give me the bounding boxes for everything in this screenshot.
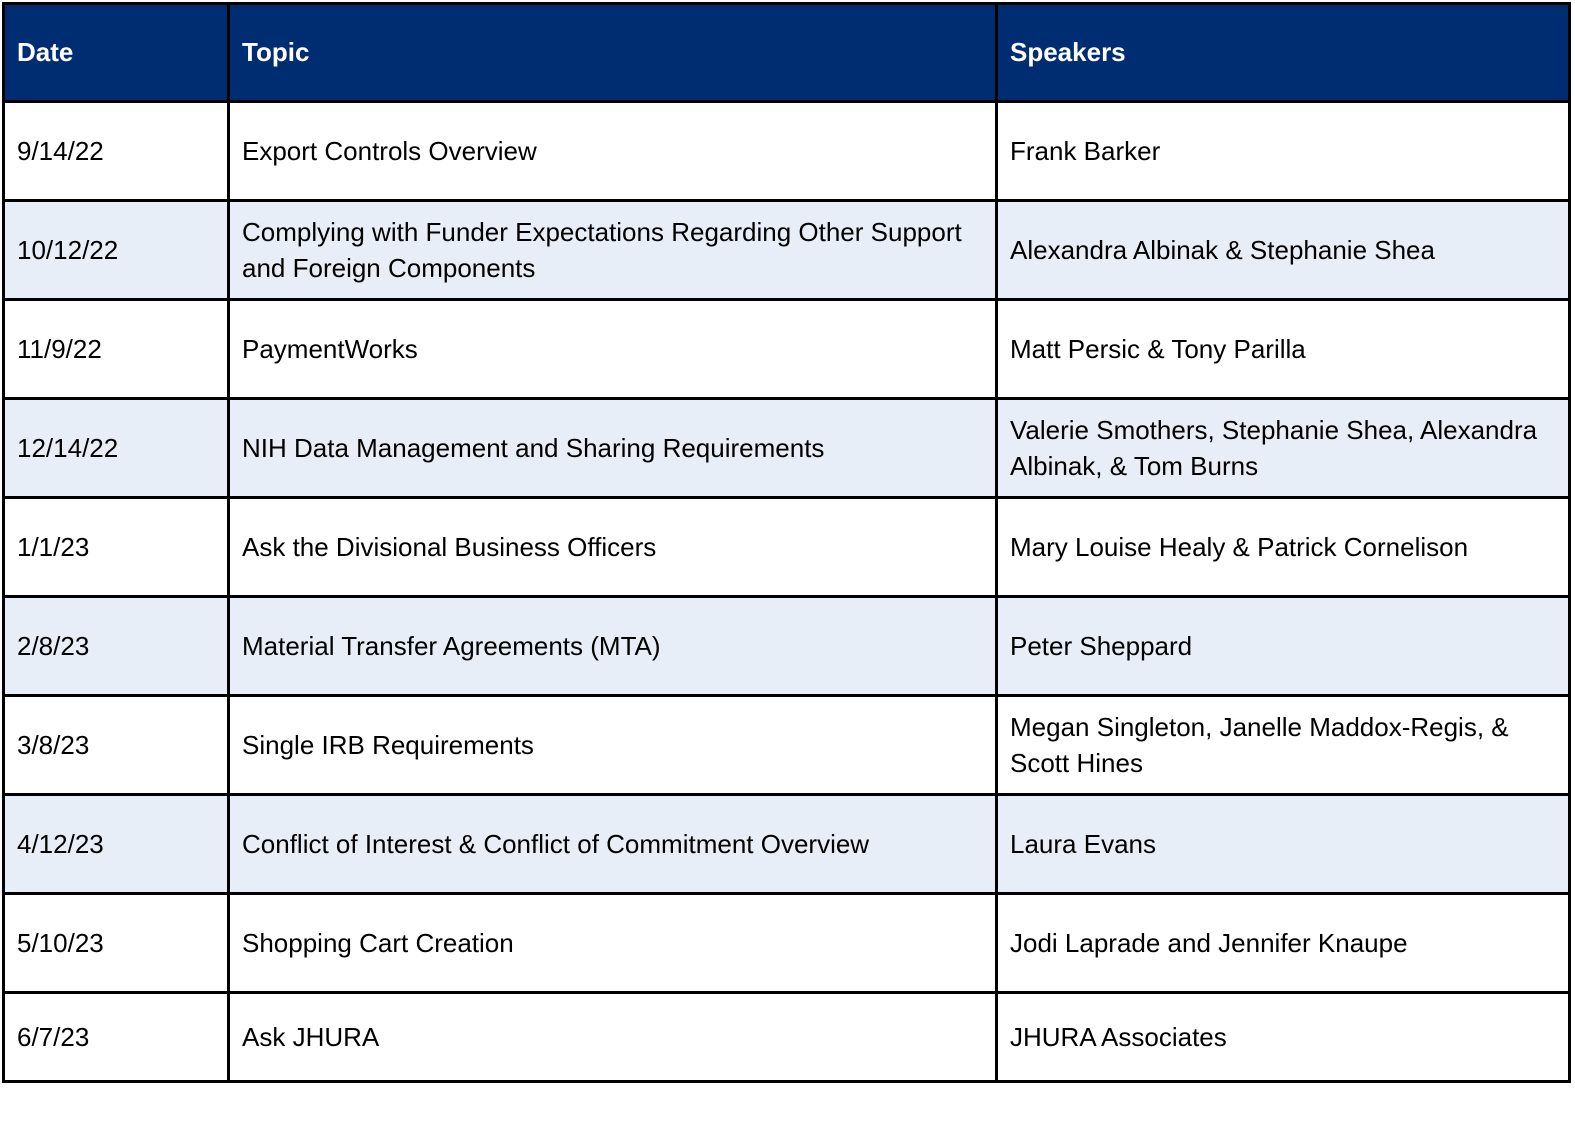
- date-cell: 2/8/23: [4, 597, 229, 696]
- date-cell: 12/14/22: [4, 399, 229, 498]
- table-row: [4, 993, 1570, 1082]
- speakers-column-header: Speakers: [997, 4, 1570, 102]
- speakers-cell: Jodi Laprade and Jennifer Knaupe: [997, 894, 1570, 993]
- topic-cell: Material Transfer Agreements (MTA): [229, 597, 997, 696]
- topic-cell: Ask the Divisional Business Officers: [229, 498, 997, 597]
- date-cell: 5/10/23: [4, 894, 229, 993]
- date-column-header: Date: [4, 4, 229, 102]
- speakers-cell: Peter Sheppard: [997, 597, 1570, 696]
- speakers-cell: Frank Barker: [997, 102, 1570, 201]
- speakers-cell: Mary Louise Healy & Patrick Cornelison: [997, 498, 1570, 597]
- table-body: [4, 102, 1570, 1082]
- table-row: [4, 399, 1570, 498]
- date-cell: 10/12/22: [4, 201, 229, 300]
- speakers-cell: Alexandra Albinak & Stephanie Shea: [997, 201, 1570, 300]
- table-row: [4, 300, 1570, 399]
- topic-cell: Conflict of Interest & Conflict of Commitment Overview: [229, 795, 997, 894]
- speakers-cell: Laura Evans: [997, 795, 1570, 894]
- speakers-cell: Valerie Smothers, Stephanie Shea, Alexandra Albinak, & Tom Burns: [997, 399, 1570, 498]
- speakers-cell: JHURA Associates: [997, 993, 1570, 1082]
- topic-cell: Export Controls Overview: [229, 102, 997, 201]
- table-row: [4, 894, 1570, 993]
- date-cell: 6/7/23: [4, 993, 229, 1082]
- table-row: [4, 795, 1570, 894]
- table-row: [4, 696, 1570, 795]
- date-cell: 4/12/23: [4, 795, 229, 894]
- table-header: [4, 4, 1570, 102]
- header-row: [4, 4, 1570, 102]
- table-row: [4, 498, 1570, 597]
- table-row: [4, 201, 1570, 300]
- table-row: [4, 102, 1570, 201]
- topic-cell: NIH Data Management and Sharing Requirements: [229, 399, 997, 498]
- speakers-cell: Megan Singleton, Janelle Maddox-Regis, & Scott Hines: [997, 696, 1570, 795]
- date-cell: 3/8/23: [4, 696, 229, 795]
- date-cell: 9/14/22: [4, 102, 229, 201]
- date-cell: 11/9/22: [4, 300, 229, 399]
- topic-cell: Complying with Funder Expectations Regarding Other Support and Foreign Components: [229, 201, 997, 300]
- date-cell: 1/1/23: [4, 498, 229, 597]
- topic-cell: PaymentWorks: [229, 300, 997, 399]
- schedule-table: [2, 2, 1571, 1083]
- topic-cell: Single IRB Requirements: [229, 696, 997, 795]
- topic-column-header: Topic: [229, 4, 997, 102]
- table-row: [4, 597, 1570, 696]
- topic-cell: Ask JHURA: [229, 993, 997, 1082]
- topic-cell: Shopping Cart Creation: [229, 894, 997, 993]
- speakers-cell: Matt Persic & Tony Parilla: [997, 300, 1570, 399]
